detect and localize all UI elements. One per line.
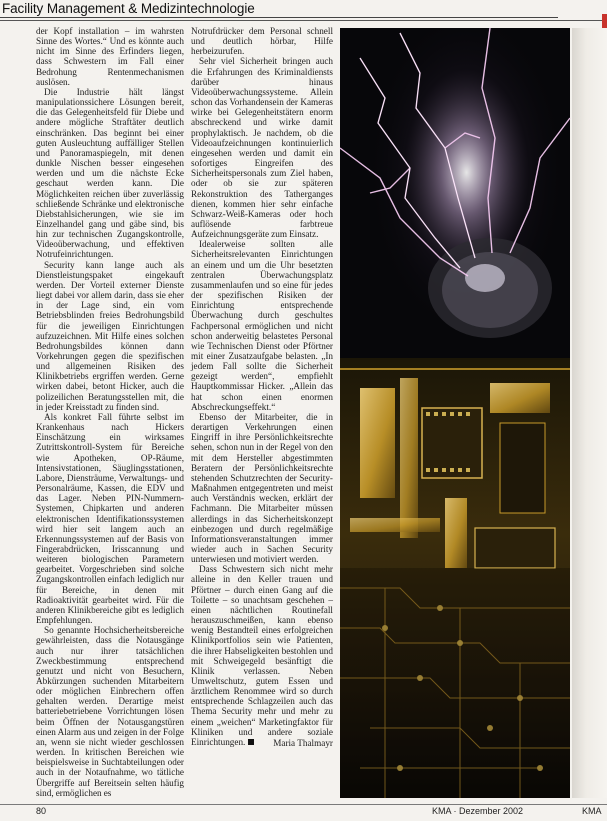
next-page-publication: KMA xyxy=(582,806,602,816)
paragraph: der Kopf installation – im wahrsten Sinne des Wortes.“ Und es könnte auch nicht im Sinne des Erfinders liegen, dass Schwestern im Fall einer Bedrohung Rentenmechanismen auslösen. xyxy=(36,26,184,87)
paragraph: Sehr viel Sicherheit bringen auch die Erfahrungen des Kriminaldiensts darüber hinaus Videoüberwachungssysteme. Allein schon das Vorhandensein der Kameras wirke bei Gelegenheitstätern enorm abschreckend und wirke damit prophylaktisch. Je nachdem, ob die Videoaufzeichnungen kontinuierlich eingesehen werden und damit ein sofortiges Eingreifen des Sicherheitspersonals zum Ziel haben, oder ob sie zur späteren Rekonstruktion des Tatherganges dienen, kommen hier sehr einfache Schwarz-Weiß-Kameras oder hoch auflösende farbtreue Aufzeichnungsgeräte zum Einsatz. xyxy=(191,56,333,240)
paragraph: Die Industrie hält längst manipulationssichere Lösungen bereit, die das Gelegenheitsfeld für Diebe und andere mögliche Straftäter deutlich einschränken. Das beginnt bei einer guten Ausleuchtung auffälliger Stellen und Panoramaspiegeln, mit denen dunkle Nischen besser eingesehen werden und um die nächste Ecke geschaut werden kann. Die Möglichkeiten reichen über zuverlässig schließende Schränke und elektronische Diebstahlsicherungen, wie sie im Einzelhandel gang und gäbe sind, bis hin zur technischen Zugangskontrolle, Videoüberwachung, und effektiven Notrufeinrichtungen. xyxy=(36,86,184,260)
article-column-left xyxy=(36,26,184,802)
paragraph: Security kann lange auch als Dienstleistungspaket eingekauft werden. Der Vorteil externer Dienste liegt dabei vor allem darin, dass sie eher in der Lage sind, ein vom Betriebsblinden freies Bedrohungsbild für die jeweiligen Einrichtungen aufzuzeichnen. Mit Hilfe eines solchen Bedrohungsbildes können dann Vorkehrungen gegen die spezifischen und allgemeinen Risiken des Klinikbetriebs ergriffen werden. Gerne wirken dabei, betont Hicker, auch die polizeilichen Beratungsstellen mit, die in jeder Kreisstadt zu finden sind. xyxy=(36,259,184,412)
paragraph: Als konkret Fall führte selbst im Krankenhaus nach Hickers Einschätzung ein wirksames Zutrittskontroll-System für Bereiche wie Apotheken, OP-Räume, Intensivstationen, Säuglingsstationen, Labore, Diensträume, Verwaltungs- und Personalräume, Kassen, die EDV und das Lager. Neben PIN-Nummern-Systemen, Chipkarten und anderen elektronischen Identifikationssystemen wird hier seit langem auch an Erkennungssystemen auf der Basis von Fingerabdrücken, Irisscannung und weiteren biologischen Parametern gearbeitet. Vorgeschrieben sind solche Zugangskontrollen einfach lediglich nur für Bereiche, in denen mit Radioaktivität gearbeitet wird. Für die anderen Klinikbereiche gibt es lediglich Empfehlungen. xyxy=(36,411,184,626)
paragraph xyxy=(191,564,333,747)
circuit-board-image xyxy=(340,28,570,798)
paragraph: Notrufdrücker dem Personal schnell und deutlich hörbar, Hilfe herbeizurufen. xyxy=(191,26,333,57)
section-title: Facility Management & Medizintechnologie xyxy=(2,1,255,16)
paragraph-text: Dass Schwestern sich nicht mehr alleine in den Keller trauen und Pförtner – durch einen Gang auf die Toilette – so unachtsam geschehen – einen nächtlichen Routinefall herauszuschmeißen, kann ebenso wenig Bestandteil eines erfolgreichen Klinikportfolios sein wie Patienten, die ihrer Habseligkeiten bestohlen und mit Schweigegeld besänftigt die Klinik verlassen. Neben Umweltschutz, gutem Essen und ärztlichem Renommee wird so durch entsprechende Schlagzeilen auch das Thema Security mehr und mehr zu einem „weichen“ Marketingfaktor für Kliniken und andere soziale Einrichtungen. xyxy=(191,564,333,747)
page-gutter xyxy=(572,28,607,798)
paragraph: Idealerweise sollten alle Sicherheitsrelevanten Einrichtungen an einem und um die Uhr besetzten zentralen Überwachungsplatz zusammenlaufen und so eine für jedes der spezifischen Risiken der Einrichtung entsprechende Überwachung durch geschultes Fachpersonal ermöglichen und nicht schon anderweitig belastetes Personal wie Technischen Dienst oder Pförtner mit einer Zusatzaufgabe belasten. „In jedem Fall sollte die Sicherheit gezeigt werden“, empfiehlt Hauptkommissar Hicker. „Allein das hat schon einen enormen Abschreckungseffekt.“ xyxy=(191,239,333,412)
publication-issue: KMA · Dezember 2002 xyxy=(432,806,524,816)
section-header xyxy=(0,0,607,21)
paragraph: Ebenso der Mitarbeiter, die in derartigen Verkehrungen einen Eingriff in ihre Persönlichkeitsrechte sehen, schon nun in der Regel von den mit dem Hersteller abgestimmten Beratern der Persönlichkeitsrechte stehenden Schutzrechten der Security-Maßnahmen entgegentreten und meist auch Verständnis wecken, erklärt der Fachmann. Die Mitarbeiter müssen allerdings in das Sicherheitskonzept einbezogen und durch regelmäßige Informationsveranstaltungen immer wieder auch in Sachen Security unterwiesen und motiviert werden. xyxy=(191,411,333,565)
page-number: 80 xyxy=(36,806,47,816)
author-byline: Maria Thalmayr xyxy=(273,738,333,748)
footer-rule xyxy=(0,804,607,805)
header-rule xyxy=(0,17,558,18)
paragraph: So genannte Hochsicherheitsbereiche gewährleisten, dass die Notausgänge auch nur ihrer tatsächlichen Zweckbestimmung entsprechend genutzt und nicht von Besuchern, Abkürzungen suchenden Mitarbeitern oder möglichen Einbrechern offen gehalten werden. Derartige meist batteriebetriebene Vorrichtungen lösen beim Öffnen der Notausgangstüren einen Alarm aus und zeigen in der Folge an, wenn sie nicht wieder geschlossen werden. In kritischen Bereichen wie beispielsweise in Suchtabteilungen oder auch in der Notaufnahme, wo tätliche Übergriffe auf Bereitsein selten häufig sind, ermöglichen es xyxy=(36,625,184,798)
circuit-lightning-illustration xyxy=(340,28,570,798)
